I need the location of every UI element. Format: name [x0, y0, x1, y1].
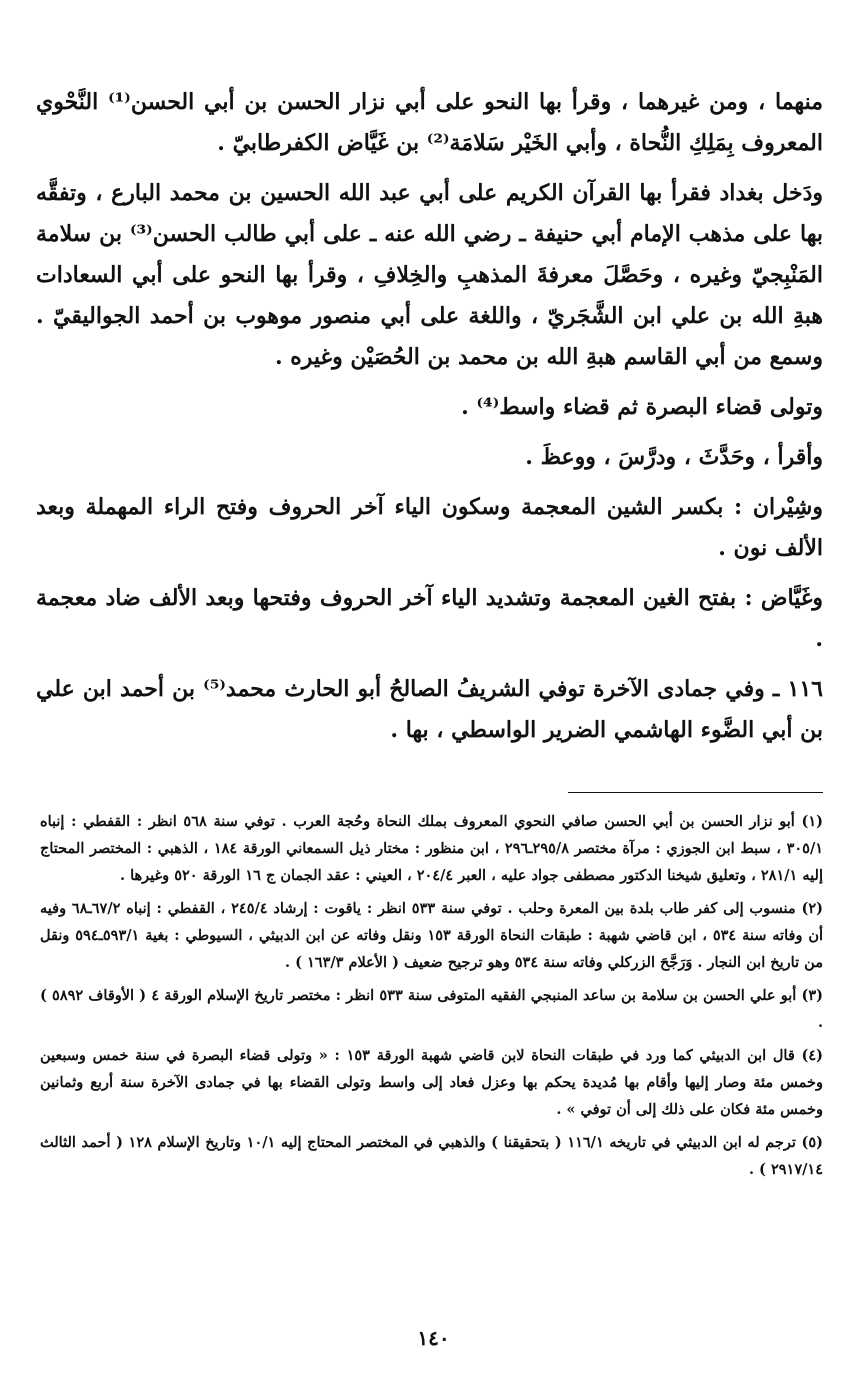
footnote: (٥) ترجم له ابن الدبيثي في تاريخه ١١٦/١ ( بتحقيقنا ) والذهبي في المختصر المحتاج إليه ١٠/١ وتاريخ الإسلام ١٢٨ ( أحمد الثالث ٢٩١٧/١٤ ) .: [40, 1134, 824, 1178]
footnotes: [40, 808, 823, 1189]
footnote: (٣) أبو علي الحسن بن سلامة بن ساعد المنبجي الفقيه المتوفى سنة ٥٣٣ انظر : مختصر تاريخ الإسلام الورقة ٤ ( الأوقاف ٥٨٩٢ ) .: [40, 987, 823, 1031]
body-paragraph: وغَيَّاض : بفتح الغين المعجمة وتشديد الياء آخر الحروف وفتحها وبعد الألف ضاد معجمة .: [36, 585, 823, 652]
main-text: [36, 82, 823, 760]
footnote-separator: [568, 792, 823, 793]
body-paragraph: وشِيْران : بكسر الشين المعجمة وسكون الياء آخر الحروف وفتح الراء المهملة وبعد الألف نون .: [36, 494, 823, 561]
footnote: (١) أبو نزار الحسن بن أبي الحسن صافي النحوي المعروف بملك النحاة وحُجة العرب . توفي سنة ٥٦٨ انظر : القفطي : إنباه ٣٠٥/١ ، سبط ابن الجوزي : مرآة مختصر ٢٩٥/٨ـ٢٩٦ ، ابن منظور : مختار ذيل السمعاني الورقة ١٨٤ ، الذهبي : المختصر المحتاج إليه ٢٨١/١ ، وتعليق شيخنا الدكتور مصطفى جواد عليه ، العبر ٢٠٤/٤ ، العيني : عقد الجمان ج ١٦ الورقة ٥٢٠ وغيرها .: [40, 813, 824, 884]
body-paragraph: ودَخل بغداد فقرأ بها القرآن الكريم على أبي عبد الله الحسين بن محمد البارع ، وتفقَّه بها على مذهب الإمام أبي حنيفة ـ رضي الله عنه ـ على أبي طالب الحسن⁽³⁾ بن سلامة المَنْبِجيّ وغيره ، وحَصَّلَ معرفةَ المذهبِ والخِلافِ ، وقرأ بها النحو على أبي السعادات هبةِ الله بن علي ابن الشَّجَريّ ، واللغة على أبي منصور موهوب بن أحمد الجواليقيّ . وسمع من أبي القاسم هبةِ الله بن محمد بن الحُصَيْن وغيره .: [36, 180, 823, 370]
body-paragraph: منهما ، ومن غيرهما ، وقرأ بها النحو على أبي نزار الحسن بن أبي الحسن⁽¹⁾ النَّحْوي المعروف بِمَلِكِ النُّحاة ، وأبي الخَيْر سَلامَة⁽²⁾ بن غَيَّاض الكفرطابيّ .: [36, 89, 823, 156]
entry-paragraph: ١١٦ ـ وفي جمادى الآخرة توفي الشريفُ الصالحُ أبو الحارث محمد⁽⁵⁾ بن أحمد ابن علي بن أبي الضَّوء الهاشمي الضرير الواسطي ، بها .: [36, 676, 823, 743]
footnote: (٤) قال ابن الدبيثي كما ورد في طبقات النحاة لابن قاضي شهبة الورقة ١٥٣ : « وتولى قضاء البصرة في سنة خمس وسبعين وخمس مئة وصار إليها وأقام بها مُديدة يحكم بها وعزل فعاد إلى واسط وتولى القضاء بها في جمادى الآخرة سنة أربع وثمانين وخمس مئة فكان على ذلك إلى أن توفي » .: [40, 1047, 823, 1118]
body-paragraph: وتولى قضاء البصرة ثم قضاء واسط⁽⁴⁾ .: [461, 394, 823, 420]
footnote: (٢) منسوب إلى كفر طاب بلدة بين المعرة وحلب . توفي سنة ٥٣٣ انظر : ياقوت : إرشاد ٢٤٥/٤ ، القفطي : إنباه ٦٧/٢ـ٦٨ وفيه أن وفاته سنة ٥٣٤ ، ابن قاضي شهبة : طبقات النحاة الورقة ١٥٣ ونقل وفاته عن ابن الدبيثي ، السيوطي : بغية ٥٩٣/١ـ٥٩٤ ونقل من تاريخ ابن النجار . وَرَجَّحَ الزركلي وفاته سنة ٥٣٤ وهو ترجيح ضعيف ( الأعلام ١٦٣/٣ ) .: [40, 900, 824, 971]
page-number: ١٤٠: [417, 1326, 450, 1350]
body-paragraph: وأقرأ ، وحَدَّثَ ، ودرَّسَ ، ووعظَ .: [525, 444, 823, 470]
